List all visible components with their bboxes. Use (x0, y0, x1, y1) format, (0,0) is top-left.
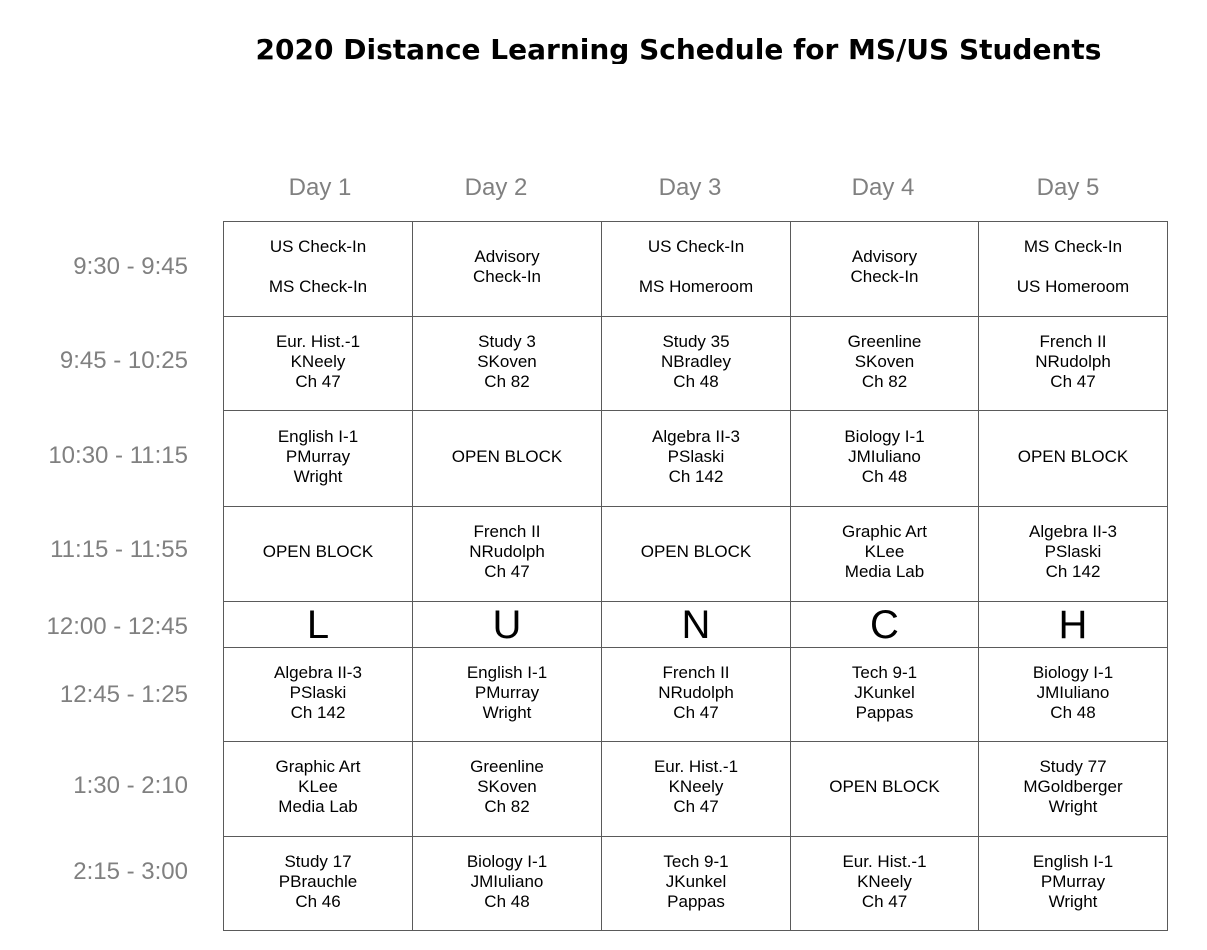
schedule-cell (790, 741, 979, 837)
class-entry: Study 17 PBrauchle Ch 46 (278, 851, 358, 911)
schedule-cell (223, 647, 413, 742)
class-entry: English I-1 PMurray Wright (1032, 851, 1114, 911)
lunch-letter: U (492, 602, 522, 647)
schedule-cell (601, 221, 791, 317)
page-title: 2020 Distance Learning Schedule for MS/US Students (255, 33, 1102, 64)
schedule-cell (412, 647, 602, 742)
time-slot-label: 9:45 - 10:25 (59, 347, 188, 374)
lunch-letter: L (306, 602, 330, 647)
class-entry: Study 3 SKoven Ch 82 (477, 331, 537, 391)
schedule-cell (978, 410, 1168, 507)
class-entry: Eur. Hist.-1 KNeely Ch 47 (653, 757, 739, 816)
schedule-cell (223, 741, 413, 837)
schedule-cell (412, 836, 602, 931)
class-entry: OPEN BLOCK (451, 446, 563, 466)
time-slot-label: 9:30 - 9:45 (73, 253, 188, 280)
schedule-cell (412, 741, 602, 837)
class-entry: Biology I-1 JMIuliano Ch 48 (844, 426, 925, 486)
class-entry: Advisory Check-In (850, 247, 919, 286)
class-entry: French II NRudolph Ch 47 (658, 662, 734, 722)
schedule-cell (790, 221, 979, 317)
schedule-cell (223, 316, 413, 411)
time-slot-label: 11:15 - 11:55 (50, 536, 188, 563)
schedule-cell (223, 221, 413, 317)
time-slot-label: 12:00 - 12:45 (46, 613, 188, 640)
schedule-cell (601, 410, 791, 507)
schedule-cell (790, 410, 979, 507)
schedule-cell (790, 316, 979, 411)
schedule-cell (790, 506, 979, 602)
schedule-cell (412, 410, 602, 507)
day-header-2: Day 2 (464, 174, 528, 201)
class-entry: English I-1 PMurray Wright (466, 662, 548, 722)
lunch-letter-cell (412, 601, 602, 648)
schedule-cell (978, 221, 1168, 317)
class-entry: Greenline SKoven Ch 82 (470, 757, 544, 816)
lunch-letter: N (681, 602, 711, 647)
schedule-cell (412, 316, 602, 411)
class-entry: OPEN BLOCK (640, 542, 752, 561)
lunch-letter-cell (790, 601, 979, 648)
class-entry: Algebra II-3 PSlaski Ch 142 (1029, 522, 1117, 581)
day-header-3: Day 3 (658, 174, 722, 201)
class-entry: Biology I-1 JMIuliano Ch 48 (466, 851, 548, 911)
class-entry: Eur. Hist.-1 KNeely Ch 47 (275, 331, 361, 391)
schedule-cell (223, 836, 413, 931)
class-entry: Tech 9-1 JKunkel Pappas (663, 851, 729, 911)
schedule-cell (790, 836, 979, 931)
schedule-cell (601, 506, 791, 602)
class-entry: US Check-In MS Check-In (268, 237, 368, 296)
class-entry: Graphic Art KLee Media Lab (841, 522, 928, 581)
day-header-1: Day 1 (288, 174, 352, 201)
class-entry: French II NRudolph Ch 47 (1035, 331, 1111, 391)
schedule-cell (601, 647, 791, 742)
class-entry: OPEN BLOCK (262, 542, 374, 561)
time-slot-label: 10:30 - 11:15 (48, 442, 188, 469)
day-header-5: Day 5 (1036, 174, 1100, 201)
class-entry: Greenline SKoven Ch 82 (847, 331, 922, 391)
lunch-letter-cell (978, 601, 1168, 648)
schedule-cell (601, 316, 791, 411)
class-entry: OPEN BLOCK (829, 777, 940, 796)
schedule-cell (223, 410, 413, 507)
schedule-cell (790, 647, 979, 742)
schedule-cell (978, 741, 1168, 837)
schedule-cell (412, 506, 602, 602)
schedule-cell (601, 836, 791, 931)
schedule-cell (601, 741, 791, 837)
schedule-cell (412, 221, 602, 317)
schedule-cell (978, 647, 1168, 742)
class-entry: Graphic Art KLee Media Lab (275, 757, 361, 816)
class-entry: Biology I-1 JMIuliano Ch 48 (1032, 662, 1114, 722)
class-entry: Algebra II-3 PSlaski Ch 142 (274, 662, 362, 722)
class-entry: French II NRudolph Ch 47 (469, 522, 545, 581)
lunch-letter-cell (223, 601, 413, 648)
time-slot-label: 2:15 - 3:00 (73, 858, 188, 885)
class-entry: Study 77 MGoldberger Wright (1023, 757, 1123, 816)
class-entry: Study 35 NBradley Ch 48 (661, 331, 731, 391)
class-entry: Tech 9-1 JKunkel Pappas (851, 662, 918, 722)
class-entry: Advisory Check-In (472, 247, 542, 286)
schedule-cell (978, 316, 1168, 411)
lunch-letter: C (870, 602, 899, 647)
day-header-4: Day 4 (851, 174, 915, 201)
time-slot-label: 1:30 - 2:10 (73, 772, 188, 799)
class-entry: MS Check-In US Homeroom (1016, 237, 1130, 296)
schedule-cell (978, 836, 1168, 931)
schedule-cell (978, 506, 1168, 602)
class-entry: Algebra II-3 PSlaski Ch 142 (652, 426, 740, 486)
lunch-letter-cell (601, 601, 791, 648)
class-entry: OPEN BLOCK (1017, 446, 1129, 466)
class-entry: US Check-In MS Homeroom (638, 237, 754, 296)
class-entry: Eur. Hist.-1 KNeely Ch 47 (842, 851, 927, 911)
lunch-letter: H (1058, 602, 1088, 647)
time-slot-label: 12:45 - 1:25 (59, 681, 188, 708)
class-entry: English I-1 PMurray Wright (277, 426, 359, 486)
schedule-cell (223, 506, 413, 602)
